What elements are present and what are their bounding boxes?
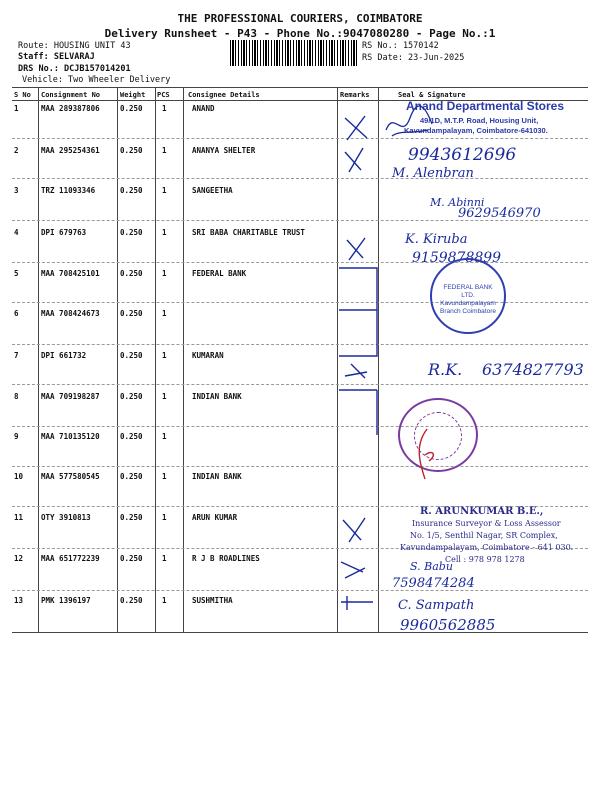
col-header-consignment: Consignment No (41, 91, 101, 99)
row-pcs: 1 (162, 146, 167, 155)
row-consignment: MAA 651772239 (41, 554, 100, 563)
row3-name: M. Abinni (430, 196, 485, 209)
remark-marks (337, 100, 382, 620)
row-sno: 8 (14, 392, 19, 401)
row-weight: 0.250 (120, 269, 143, 278)
barcode (230, 40, 358, 66)
row-pcs: 1 (162, 104, 167, 113)
arunkumar-stamp-line3: Kavundampalayam, Coimbatore - 641 030. (400, 543, 574, 552)
row-sno: 10 (14, 472, 24, 481)
drs-label: DRS No.: DCJB157014201 (18, 64, 131, 74)
remark-box-5-6 (339, 268, 377, 356)
row-divider (12, 344, 588, 345)
row-weight: 0.250 (120, 596, 143, 605)
row-consignee: ANANYA SHELTER (192, 146, 256, 155)
remark-mark-7 (345, 364, 367, 378)
arunkumar-stamp-line2: No. 1/5, Senthil Nagar, SR Complex, (410, 531, 558, 540)
row-consignee: ARUN KUMAR (192, 513, 238, 522)
arunkumar-stamp-line1: Insurance Surveyor & Loss Assessor (412, 519, 561, 528)
row-weight: 0.250 (120, 392, 143, 401)
remark-bracket-8 (339, 390, 377, 435)
col-header-signature: Seal & Signature (398, 91, 466, 99)
row1-signature (382, 100, 442, 145)
row-consignee: INDIAN BANK (192, 472, 242, 481)
row-consignment: MAA 289387806 (41, 104, 100, 113)
row7-phone: 6374827793 (482, 360, 584, 379)
row-consignment: MAA 295254361 (41, 146, 100, 155)
rs-number: RS No.: 1570142 (362, 41, 439, 51)
col-header-sno: S No (14, 91, 31, 99)
row-consignee: SANGEETHA (192, 186, 233, 195)
row7-note: R.K. (428, 360, 463, 379)
row-consignee: KUMARAN (192, 351, 224, 360)
row-weight: 0.250 (120, 432, 143, 441)
row-consignee: SUSHMITHA (192, 596, 233, 605)
row-consignee: ANAND (192, 104, 215, 113)
route-label: Route: HOUSING UNIT 43 (18, 41, 131, 51)
row-divider (12, 426, 588, 427)
remark-mark-1 (345, 116, 367, 140)
row-pcs: 1 (162, 309, 167, 318)
remark-mark-12 (341, 562, 365, 578)
row12-phone: 7598474284 (392, 576, 475, 591)
col-header-remarks: Remarks (340, 91, 370, 99)
row-divider (12, 178, 588, 179)
row-divider (12, 384, 588, 385)
row13-name: C. Sampath (398, 598, 475, 613)
row-consignment: DPI 679763 (41, 228, 87, 237)
anand-stamp: Anand Departmental Stores 49/1D, M.T.P. Road, Housing Unit, Kavundampalayam, Coimbatore-641030. (404, 99, 565, 135)
row-consignment: MAA 709198287 (41, 392, 100, 401)
row-consignment: MAA 710135120 (41, 432, 100, 441)
row-pcs: 1 (162, 432, 167, 441)
row-pcs: 1 (162, 554, 167, 563)
row-pcs: 1 (162, 513, 167, 522)
row-consignment: MAA 708425101 (41, 269, 100, 278)
row2-name: M. Alenbran (392, 166, 474, 181)
document-title: THE PROFESSIONAL COURIERS, COIMBATORE (177, 12, 423, 25)
row-weight: 0.250 (120, 513, 143, 522)
row-sno: 2 (14, 146, 19, 155)
row-pcs: 1 (162, 472, 167, 481)
red-signature (405, 425, 445, 485)
row-pcs: 1 (162, 269, 167, 278)
remark-mark-2 (345, 148, 363, 172)
row-consignment: OTY 3910813 (41, 513, 91, 522)
col-header-weight: Weight (120, 91, 146, 99)
staff-label: Staff: SELVARAJ (18, 52, 95, 62)
row-pcs: 1 (162, 186, 167, 195)
col-header-consignee: Consignee Details (188, 91, 260, 99)
row-consignee: R J B ROADLINES (192, 554, 260, 563)
row-weight: 0.250 (120, 186, 143, 195)
row4-name: K. Kiruba (405, 232, 468, 247)
rs-date: RS Date: 23-Jun-2025 (362, 53, 465, 63)
row-sno: 5 (14, 269, 19, 278)
row-consignee: FEDERAL BANK (192, 269, 247, 278)
arunkumar-stamp-name: R. ARUNKUMAR B.E., (420, 506, 544, 517)
row-weight: 0.250 (120, 554, 143, 563)
col-header-pcs: PCS (157, 91, 170, 99)
row-consignment: DPI 661732 (41, 351, 87, 360)
row-consignment: PMK 1396197 (41, 596, 91, 605)
row-pcs: 1 (162, 596, 167, 605)
row-divider (12, 590, 588, 591)
row-weight: 0.250 (120, 472, 143, 481)
row-divider (12, 466, 588, 467)
row-pcs: 1 (162, 351, 167, 360)
row-consignment: MAA 577580545 (41, 472, 100, 481)
vehicle-label: Vehicle: Two Wheeler Delivery (22, 75, 171, 85)
row-weight: 0.250 (120, 228, 143, 237)
row-sno: 4 (14, 228, 19, 237)
row-divider (12, 262, 588, 263)
row3-phone: 9629546970 (458, 206, 541, 221)
runsheet-subtitle: Delivery Runsheet - P43 - Phone No.:9047080280 - Page No.:1 (104, 27, 496, 40)
row-pcs: 1 (162, 392, 167, 401)
row-sno: 6 (14, 309, 19, 318)
row-weight: 0.250 (120, 104, 143, 113)
row2-phone: 9943612696 (408, 145, 517, 165)
row-consignment: MAA 708424673 (41, 309, 100, 318)
row12-name: S. Babu (410, 560, 453, 573)
row-pcs: 1 (162, 228, 167, 237)
row-sno: 3 (14, 186, 19, 195)
remark-mark-4 (347, 238, 365, 260)
row-weight: 0.250 (120, 351, 143, 360)
row-consignee: SRI BABA CHARITABLE TRUST (192, 228, 305, 237)
remark-mark-13 (341, 596, 373, 610)
federal-bank-stamp: FEDERAL BANK LTD. Kavundampalayam Branch Coimbatore (430, 258, 506, 334)
row-sno: 7 (14, 351, 19, 360)
arunkumar-stamp-line4: Cell : 978 978 1278 (445, 555, 525, 564)
row4-phone: 9159878899 (412, 250, 502, 266)
row-sno: 1 (14, 104, 19, 113)
row-weight: 0.250 (120, 309, 143, 318)
row-sno: 13 (14, 596, 24, 605)
row-consignee: INDIAN BANK (192, 392, 242, 401)
row13-phone: 9960562885 (400, 616, 496, 634)
row-sno: 11 (14, 513, 24, 522)
remark-mark-11 (343, 518, 365, 542)
row-consignment: TRZ 11093346 (41, 186, 96, 195)
row-sno: 9 (14, 432, 19, 441)
row-sno: 12 (14, 554, 24, 563)
row-weight: 0.250 (120, 146, 143, 155)
